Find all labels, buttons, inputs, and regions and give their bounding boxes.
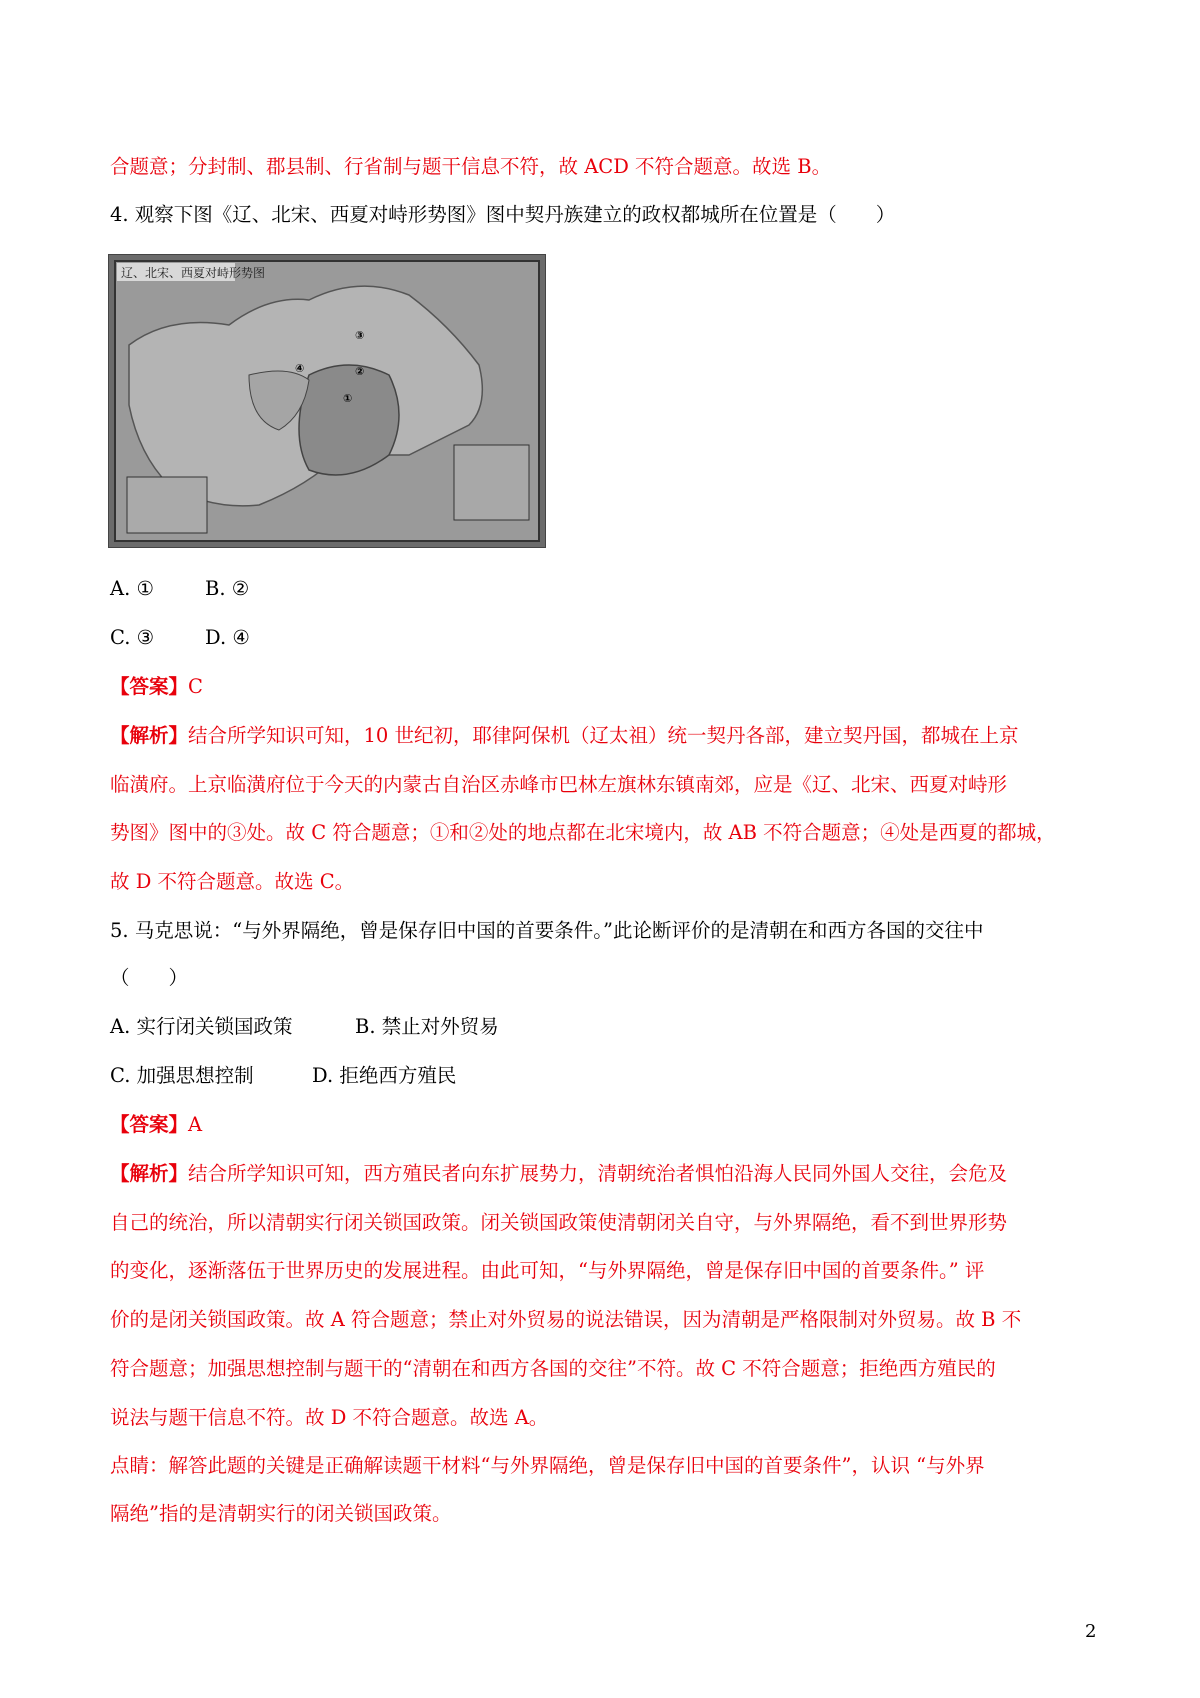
answer-value: C: [188, 675, 203, 698]
explanation-tag: 【解析】: [110, 724, 189, 747]
q5-explanation-line-3: 的变化，逐渐落伍于世界历史的发展进程。由此可知，“与外界隔绝，曾是保存旧中国的首要条件。” 评: [110, 1259, 985, 1282]
marker-2: ②: [355, 365, 365, 378]
answer-value: A: [188, 1113, 203, 1136]
question-5-line-2: （ ）: [110, 966, 189, 989]
marker-1: ①: [343, 392, 353, 405]
map-title: 辽、北宋、西夏对峙形势图: [121, 266, 266, 280]
explanation-text: 结合所学知识可知，10 世纪初，耶律阿保机（辽太祖）统一契丹各部，建立契丹国，都城在上京: [188, 724, 1019, 747]
prev-answer-tail: 合题意；分封制、郡县制、行省制与题干信息不符，故 ACD 不符合题意。故选 B。: [110, 155, 832, 178]
q5-explanation-line-6: 说法与题干信息不符。故 D 不符合题意。故选 A。: [110, 1406, 549, 1429]
q4-option-d: D. ④: [205, 626, 250, 649]
page-number: 2: [1085, 1621, 1097, 1642]
q5-option-a: A. 实行闭关锁国政策: [110, 1015, 293, 1038]
map-image: [108, 254, 546, 548]
explanation-text: 结合所学知识可知，西方殖民者向东扩展势力，清朝统治者惧怕沿海人民同外国人交往，会危及: [188, 1162, 1008, 1185]
q4-option-c: C. ③: [110, 626, 155, 649]
question-5-line-1: 5. 马克思说：“与外界隔绝，曾是保存旧中国的首要条件。”此论断评价的是清朝在和西方各国的交往中: [110, 919, 984, 942]
q4-explanation-line-2: 临潢府。上京临潢府位于今天的内蒙古自治区赤峰市巴林左旗林东镇南郊，应是《辽、北宋、西夏对峙形: [110, 773, 1008, 796]
q4-explanation-line-3: 势图》图中的③处。故 C 符合题意；①和②处的地点都在北宋境内，故 AB 不符合题意；④处是西夏的都城，: [110, 821, 1056, 844]
q5-explanation-line-5: 符合题意；加强思想控制与题干的“清朝在和西方各国的交往”不符。故 C 不符合题意；拒绝西方殖民的: [110, 1357, 996, 1380]
q5-explanation-line-4: 价的是闭关锁国政策。故 A 符合题意；禁止对外贸易的说法错误，因为清朝是严格限制对外贸易。故 B 不: [110, 1308, 1022, 1331]
q5-explanation-line-2: 自己的统治，所以清朝实行闭关锁国政策。闭关锁国政策使清朝闭关自守，与外界隔绝，看不到世界形势: [110, 1211, 1008, 1234]
q4-explanation-line-1: [110, 721, 1100, 751]
q5-option-b: B. 禁止对外贸易: [355, 1015, 499, 1038]
marker-3: ③: [355, 329, 365, 342]
q4-answer: [110, 672, 1100, 702]
question-4: 4. 观察下图《辽、北宋、西夏对峙形势图》图中契丹族建立的政权都城所在位置是（ ）: [110, 203, 896, 226]
q4-option-a: A. ①: [110, 577, 154, 600]
q4-option-b: B. ②: [205, 577, 250, 600]
q4-explanation-line-4: 故 D 不符合题意。故选 C。: [110, 870, 355, 893]
map-figure: [109, 255, 545, 547]
q5-answer: [110, 1110, 1100, 1140]
tip-line-2: 隔绝”指的是清朝实行的闭关锁国政策。: [110, 1502, 452, 1525]
q5-option-d: D. 拒绝西方殖民: [312, 1064, 457, 1087]
q5-option-c: C. 加强思想控制: [110, 1064, 254, 1087]
answer-tag: 【答案】: [110, 675, 189, 698]
tip-line-1: 点睛：解答此题的关键是正确解读题干材料“与外界隔绝，曾是保存旧中国的首要条件”，认识 “与外界: [110, 1454, 985, 1477]
q5-explanation-line-1: [110, 1159, 1100, 1189]
marker-4: ④: [295, 362, 305, 375]
answer-tag: 【答案】: [110, 1113, 189, 1136]
explanation-tag: 【解析】: [110, 1162, 189, 1185]
